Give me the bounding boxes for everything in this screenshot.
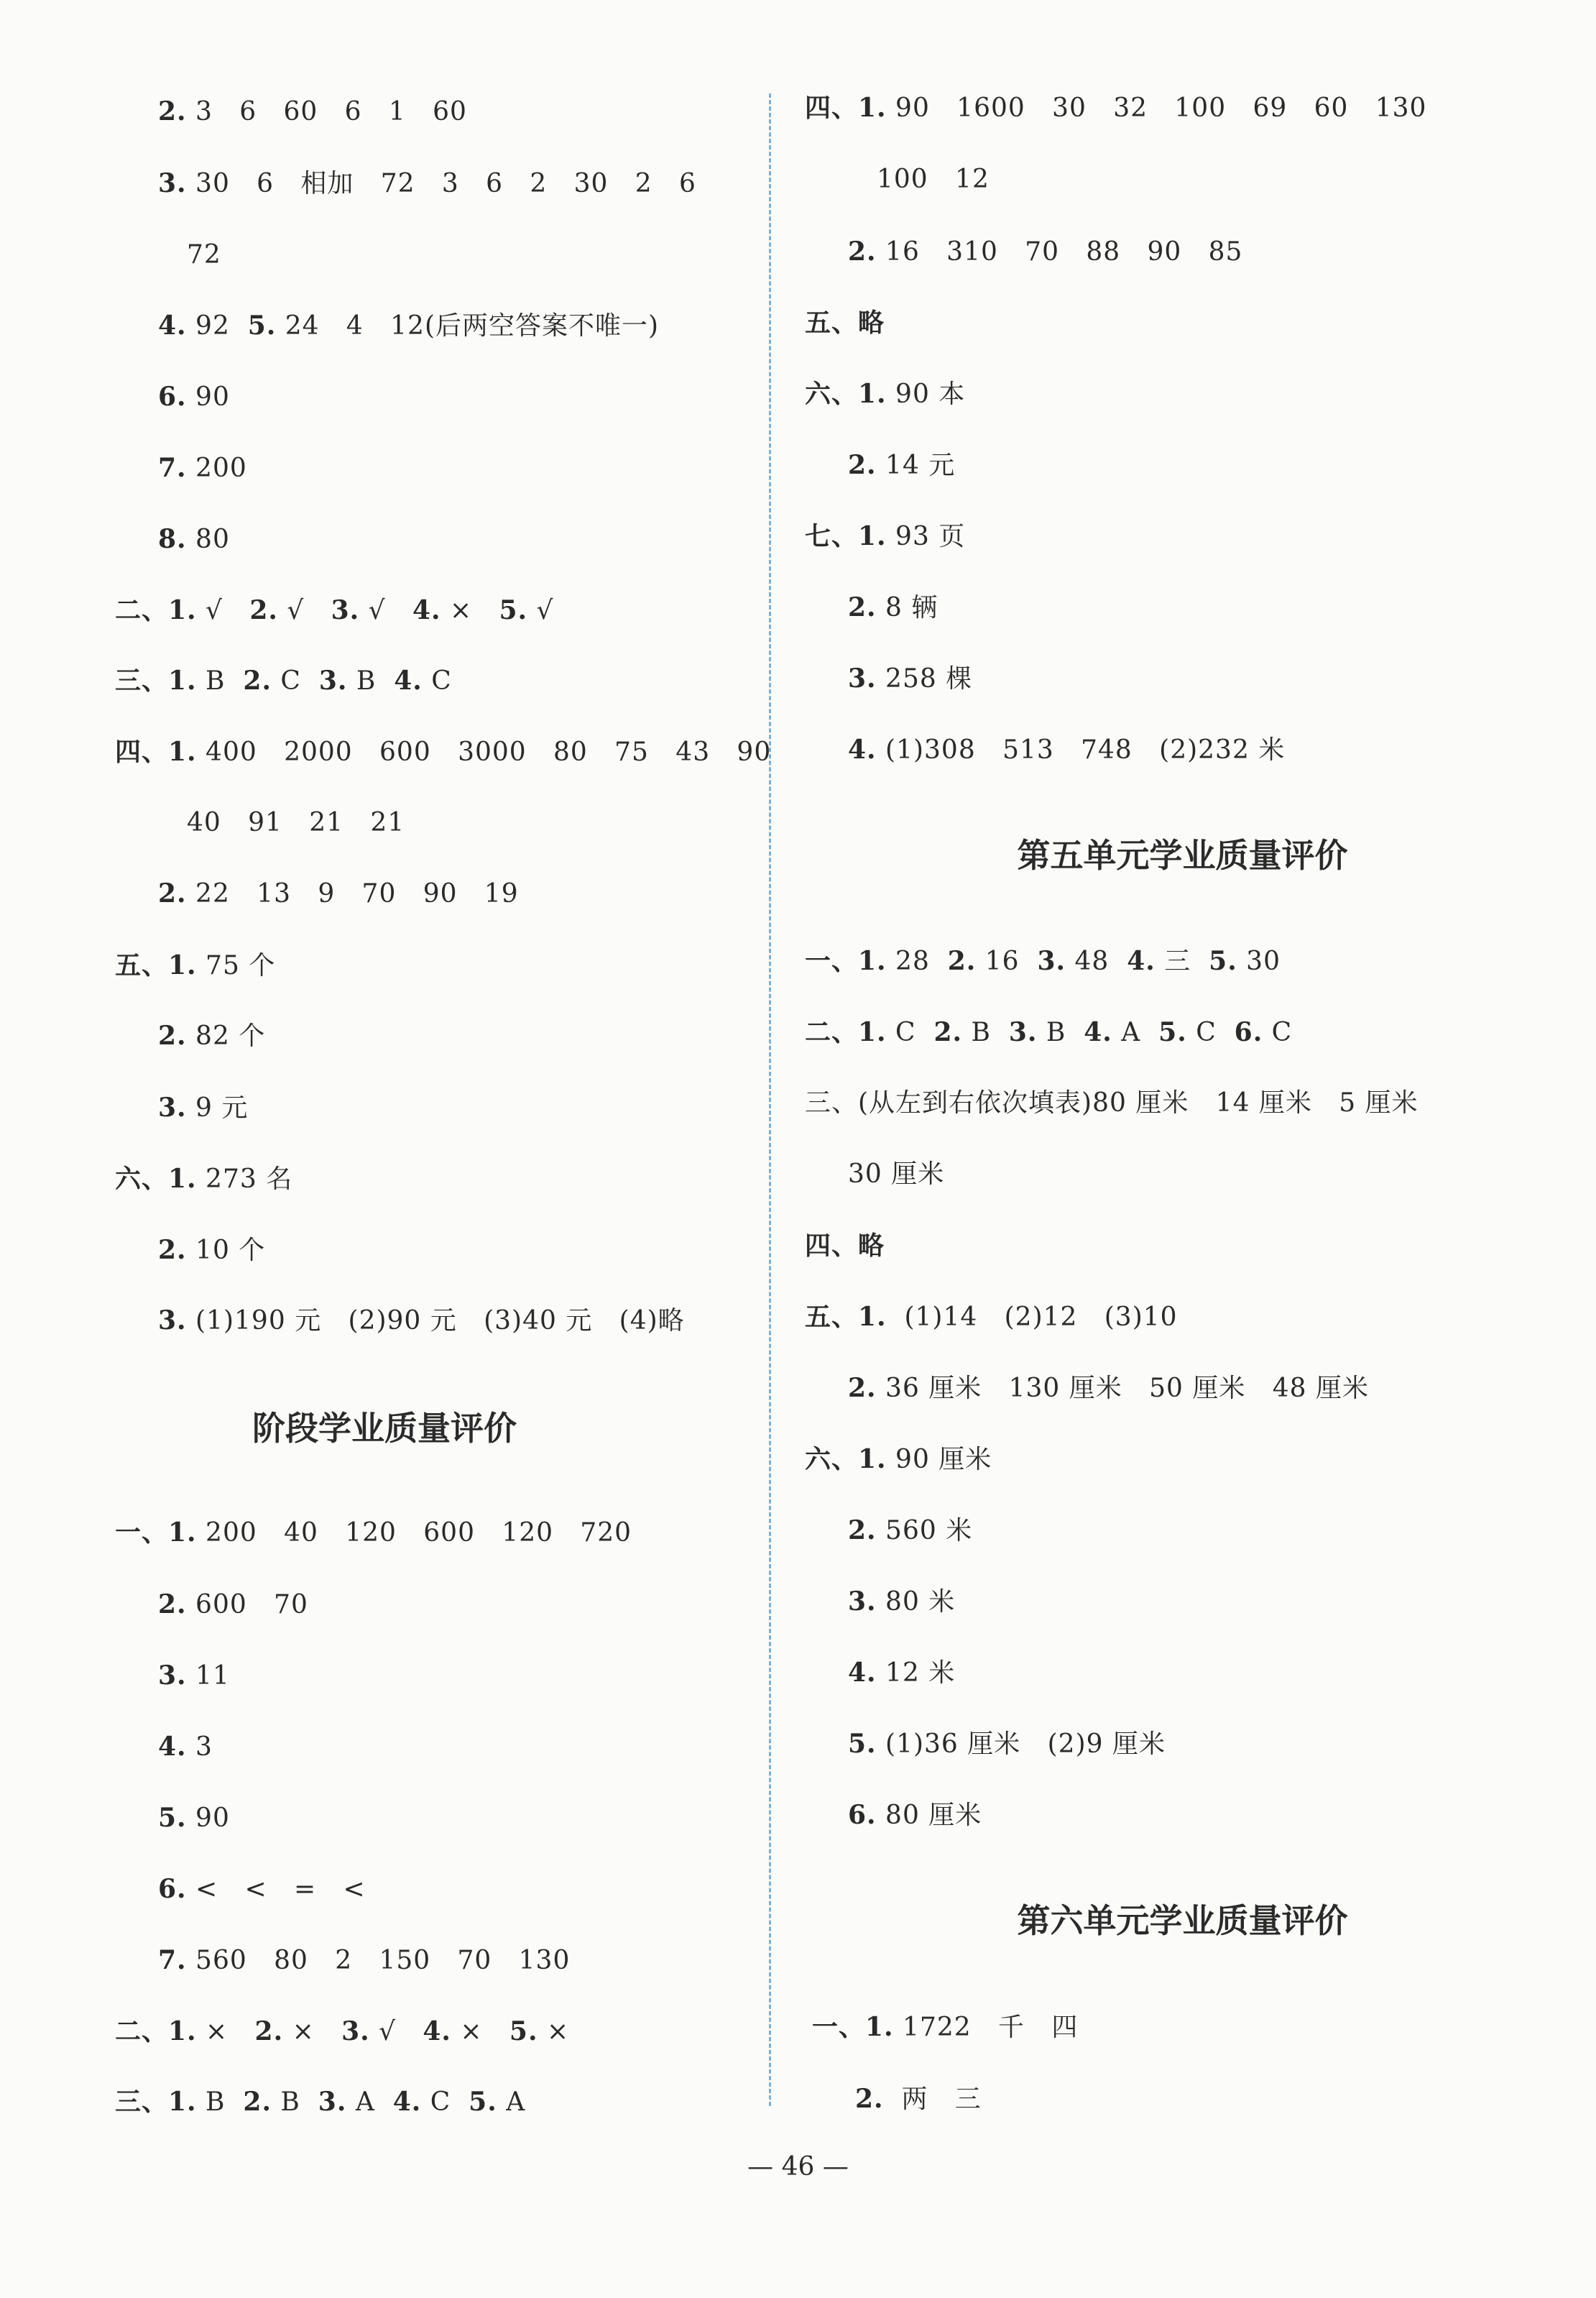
answer-text: 258 棵	[876, 664, 973, 694]
answer-text: √	[369, 2017, 423, 2046]
answer-line	[805, 511, 965, 561]
answer-text: 90	[186, 1803, 230, 1833]
answer-line	[805, 1007, 1292, 1057]
answer-text: 80	[186, 525, 230, 554]
answer-text: 72	[187, 240, 221, 270]
item-number: 4.	[1127, 946, 1156, 976]
answer-line	[805, 83, 1426, 133]
item-number: 2.	[243, 2087, 272, 2117]
answer-text: ×	[451, 2017, 509, 2046]
answer-text: 16 310 70 88 90 85	[876, 237, 1243, 267]
answer-line	[158, 1295, 685, 1346]
item-number: 二、1.	[115, 2016, 197, 2046]
column-divider	[769, 93, 771, 2106]
answer-text: √	[359, 596, 412, 625]
item-number: 3.	[158, 168, 187, 198]
answer-line	[805, 369, 965, 419]
answer-line	[848, 1790, 982, 1840]
item-number: 四、1.	[805, 93, 887, 123]
answer-line	[848, 440, 955, 490]
answer-text: 22 13 9 70 90 19	[186, 879, 519, 909]
item-number: 七、1.	[805, 521, 887, 551]
item-number: 3.	[848, 1586, 877, 1617]
answer-text: 80 米	[876, 1587, 956, 1617]
answer-text: B	[962, 1018, 1009, 1047]
answer-text: C	[422, 666, 452, 696]
item-number: 五、1.	[115, 950, 197, 980]
answer-line	[158, 1935, 570, 1985]
item-number: 2.	[158, 1021, 187, 1051]
answer-text: C	[886, 1018, 934, 1047]
item-number: 2.	[848, 1515, 877, 1545]
item-number: 3.	[318, 666, 348, 696]
answer-line	[158, 1011, 265, 1061]
answer-text: 80 厘米	[876, 1801, 982, 1830]
answer-text: 560 米	[876, 1516, 973, 1545]
answer-text: B	[271, 2087, 318, 2117]
answer-text: < < = <	[186, 1875, 366, 1904]
answer-text: 14 元	[876, 451, 956, 480]
answer-line	[158, 1225, 265, 1275]
item-number: 三、1.	[115, 666, 197, 696]
item-number: 6.	[1234, 1017, 1263, 1047]
item-number: 3.	[158, 1660, 187, 1691]
answer-text: B	[196, 2087, 244, 2117]
answer-text: 两 三	[883, 2085, 982, 2114]
answer-line	[158, 1793, 230, 1843]
item-number: 4.	[394, 666, 423, 696]
answer-text: 600 70	[186, 1590, 308, 1619]
item-number: 2.	[158, 1589, 187, 1619]
answer-text: 16	[976, 947, 1038, 976]
answer-line	[848, 653, 972, 704]
answer-text: 30 6 相加 72 3 6 2 30 2 6	[186, 169, 696, 198]
answer-text: 273 名	[196, 1164, 293, 1194]
item-number: 5.	[469, 2087, 497, 2117]
answer-line	[805, 1434, 992, 1484]
answer-text: 560 80 2 150 70 130	[186, 1946, 571, 1975]
item-number: 2.	[158, 878, 187, 909]
answer-text: 92	[186, 311, 248, 341]
item-number: 六、1.	[115, 1164, 197, 1194]
answer-line	[877, 155, 990, 205]
answer-text: A	[497, 2087, 526, 2117]
answer-text: 100 12	[877, 165, 990, 194]
item-number: 4.	[848, 735, 877, 765]
item-number: 4.	[158, 1732, 187, 1762]
answer-text: B	[347, 666, 395, 696]
item-number: 7.	[158, 1945, 187, 1975]
item-number: 3.	[1037, 946, 1066, 976]
item-number: 3.	[158, 1305, 187, 1336]
item-number: 6.	[158, 382, 187, 412]
answer-text: A	[1112, 1018, 1159, 1047]
answer-text: ×	[440, 596, 499, 625]
answer-text: 48	[1066, 947, 1127, 976]
answer-line	[115, 2077, 525, 2127]
answer-text: (1)14 (2)12 (3)10	[886, 1302, 1178, 1332]
answer-line	[848, 582, 938, 633]
answer-line	[158, 514, 230, 564]
item-number: 四、1.	[115, 737, 197, 767]
answer-text: 36 厘米 130 厘米 50 厘米 48 厘米	[876, 1374, 1369, 1403]
item-number: 2.	[249, 595, 278, 625]
answer-line	[805, 936, 1281, 986]
answer-text: B	[196, 666, 244, 696]
item-number: 3.	[341, 2016, 370, 2046]
item-number: 2.	[158, 96, 187, 127]
answer-text: 3 6 60 6 1 60	[186, 97, 467, 127]
item-number: 六、1.	[805, 1444, 887, 1474]
answer-text: 1722 千 四	[893, 2013, 1079, 2042]
item-number: 5.	[509, 2016, 538, 2046]
item-number: 5.	[158, 1803, 187, 1833]
item-number: 2.	[848, 1373, 877, 1403]
item-number: 五、略	[805, 308, 885, 338]
answer-text: 200	[186, 454, 247, 483]
answer-text: 30	[1237, 947, 1281, 976]
answer-text: √	[527, 596, 554, 625]
answer-line	[158, 1650, 230, 1701]
answer-text: ×	[196, 2017, 255, 2046]
answer-text: ×	[283, 2017, 342, 2046]
answer-line	[848, 1149, 944, 1200]
answer-line	[158, 443, 247, 493]
answer-line	[115, 585, 553, 635]
item-number: 5.	[499, 595, 528, 625]
item-number: 五、1.	[805, 1302, 887, 1332]
answer-text: C	[1263, 1018, 1293, 1047]
item-number: 二、1.	[115, 595, 197, 625]
answer-text: (1)190 元 (2)90 元 (3)40 元 (4)略	[186, 1306, 685, 1336]
answer-line	[812, 2002, 1078, 2052]
item-number: 2.	[254, 2016, 284, 2046]
answer-line	[115, 1507, 632, 1558]
item-number: 2.	[848, 236, 877, 267]
answer-line	[855, 2074, 982, 2124]
item-number: 3.	[848, 663, 877, 694]
answer-text: 9 元	[186, 1093, 249, 1123]
item-number: 4.	[848, 1658, 877, 1688]
answer-line	[848, 1505, 972, 1555]
item-number: 6.	[158, 1874, 187, 1904]
item-number: 5.	[1158, 1017, 1187, 1047]
item-number: 4.	[423, 2016, 451, 2046]
item-number: 2.	[947, 946, 977, 976]
answer-text: 90 1600 30 32 100 69 60 130	[886, 93, 1427, 123]
answer-text: 8 辆	[876, 593, 938, 622]
page-number: — 46 —	[747, 2152, 849, 2182]
item-number: 5.	[1209, 946, 1237, 976]
answer-text: 三	[1155, 947, 1209, 976]
item-number: 4.	[412, 595, 441, 625]
item-number: 2.	[855, 2084, 884, 2114]
answer-line	[805, 1078, 1419, 1129]
answer-text: 28	[886, 947, 948, 976]
answer-text: C	[271, 666, 319, 696]
answer-line	[158, 372, 230, 422]
section-heading: 第六单元学业质量评价	[1017, 1901, 1348, 1940]
answer-text: 11	[186, 1661, 230, 1691]
item-number: 一、1.	[812, 2012, 894, 2042]
answer-text: 40 91 21 21	[187, 808, 405, 837]
item-number: 6.	[848, 1800, 877, 1830]
answer-text: 93 页	[886, 522, 966, 551]
answer-line	[115, 656, 452, 706]
item-number: 三、1.	[115, 2087, 197, 2117]
answer-text: ×	[538, 2017, 570, 2046]
item-number: 3.	[1008, 1017, 1038, 1047]
answer-line	[115, 1154, 292, 1204]
item-number: 3.	[158, 1093, 187, 1123]
item-number: 二、1.	[805, 1017, 887, 1047]
answer-line	[158, 300, 659, 351]
answer-text: 30 厘米	[848, 1159, 945, 1189]
item-number: 3.	[331, 595, 360, 625]
item-number: 2.	[158, 1235, 187, 1265]
section-heading: 第五单元学业质量评价	[1017, 836, 1348, 875]
answer-line	[848, 226, 1242, 277]
item-number: 4.	[1084, 1017, 1112, 1047]
answer-text: 90 厘米	[886, 1445, 992, 1474]
answer-line	[158, 868, 519, 919]
answer-line	[158, 1722, 213, 1772]
answer-text: 82 个	[186, 1021, 266, 1051]
item-number: 4.	[158, 311, 187, 341]
item-number: 3.	[318, 2087, 347, 2117]
item-number: 2.	[933, 1017, 963, 1047]
item-number: 5.	[247, 311, 277, 341]
answer-text: 90	[186, 382, 230, 412]
answer-line	[158, 1864, 366, 1914]
answer-line	[115, 2006, 569, 2056]
item-number: 2.	[848, 450, 877, 480]
answer-text: (1)308 513 748 (2)232 米	[876, 735, 1286, 765]
answer-text: C	[1186, 1018, 1235, 1047]
answer-text: A	[346, 2087, 393, 2117]
answer-line	[848, 1719, 1166, 1769]
answer-line	[805, 1221, 885, 1271]
answer-line	[848, 1363, 1369, 1413]
answer-line	[115, 727, 771, 777]
item-number: 一、1.	[805, 946, 887, 976]
item-number: 2.	[243, 666, 272, 696]
item-number: 2.	[848, 592, 877, 622]
section-heading: 阶段学业质量评价	[252, 1409, 517, 1448]
answer-line	[158, 158, 696, 208]
answer-line	[805, 298, 885, 348]
item-number: 5.	[848, 1729, 877, 1759]
answer-line	[805, 1292, 1178, 1342]
answer-text: 10 个	[186, 1236, 266, 1265]
answer-text: 12 米	[876, 1658, 956, 1688]
answer-line	[848, 1576, 955, 1627]
answer-line	[848, 725, 1285, 775]
answer-line	[158, 86, 467, 137]
answer-line	[158, 1083, 248, 1133]
item-number: 六、1.	[805, 379, 887, 409]
item-number: 8.	[158, 524, 187, 554]
item-number: 一、1.	[115, 1517, 197, 1548]
answer-text: 75 个	[196, 951, 276, 980]
answer-text: √	[277, 596, 331, 625]
answer-text: 3	[186, 1732, 213, 1762]
item-number: 4.	[392, 2087, 422, 2117]
answer-line	[187, 798, 405, 848]
answer-text: C	[421, 2087, 469, 2117]
answer-text: (1)36 厘米 (2)9 厘米	[876, 1729, 1166, 1759]
item-number: 7.	[158, 453, 187, 483]
answer-text: 90 本	[886, 380, 966, 409]
answer-line	[115, 940, 275, 991]
answer-text: √	[196, 596, 250, 625]
answer-line	[187, 230, 221, 280]
answer-text: 24 4 12(后两空答案不唯一)	[276, 311, 660, 341]
item-number: 四、略	[805, 1231, 885, 1261]
answer-text: B	[1037, 1018, 1084, 1047]
answer-line	[158, 1579, 308, 1630]
answer-text: 400 2000 600 3000 80 75 43 90	[196, 737, 772, 767]
answer-line	[848, 1647, 955, 1698]
answer-text: 三、(从左到右依次填表)80 厘米 14 厘米 5 厘米	[805, 1088, 1419, 1118]
answer-text: 200 40 120 600 120 720	[196, 1518, 632, 1548]
